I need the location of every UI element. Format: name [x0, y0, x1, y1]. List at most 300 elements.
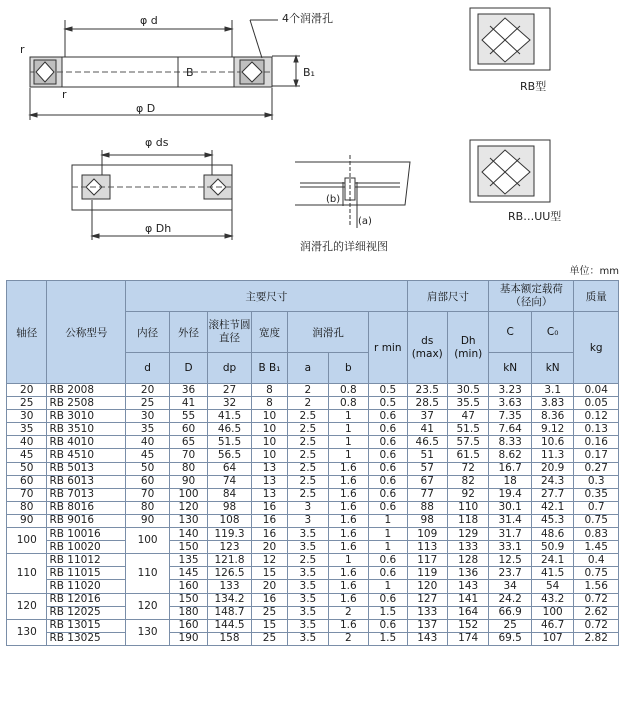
- cell-Dh: 61.5: [447, 449, 488, 462]
- cell-b: 1.6: [328, 514, 368, 527]
- cell-shaft: 20: [7, 384, 47, 397]
- cell-r: 0.6: [369, 449, 407, 462]
- header-C0: C₀: [531, 312, 573, 353]
- cell-dp: 74: [208, 475, 251, 488]
- cell-dp: 64: [208, 462, 251, 475]
- cell-ds: 137: [407, 619, 447, 632]
- cell-b: 1.6: [328, 501, 368, 514]
- cell-b: 0.8: [328, 397, 368, 410]
- cell-r: 0.6: [369, 462, 407, 475]
- cell-model: RB 6013: [47, 475, 126, 488]
- cell-Dh: 92: [447, 488, 488, 501]
- label-B: B: [186, 66, 194, 79]
- label-r-bottom: r: [62, 88, 67, 101]
- cell-ds: 41: [407, 423, 447, 436]
- cell-shaft: 80: [7, 501, 47, 514]
- cell-shaft: 70: [7, 488, 47, 501]
- table-row: [7, 462, 619, 475]
- cell-D: 135: [169, 554, 207, 567]
- cell-inner-dia: 100: [126, 528, 169, 554]
- cell-a: 3.5: [288, 606, 328, 619]
- table-row: [7, 580, 619, 593]
- cell-D: 90: [169, 475, 207, 488]
- cell-dp: 46.5: [208, 423, 251, 436]
- cell-a: 2: [288, 397, 328, 410]
- table-row: [7, 436, 619, 449]
- cell-C0: 107: [531, 632, 573, 645]
- label-b: (b): [326, 194, 341, 205]
- label-phi-D: φ D: [136, 102, 156, 115]
- header-unit-kN2: kN: [531, 353, 573, 384]
- cell-inner-dia: 30: [126, 410, 169, 423]
- rbuu-caption: RB…UU型: [508, 210, 562, 223]
- header-mass: 质量: [574, 281, 619, 312]
- cell-ds: 28.5: [407, 397, 447, 410]
- cell-B: 25: [251, 606, 287, 619]
- header-ds: ds (max): [407, 312, 447, 384]
- cell-C: 30.1: [489, 501, 531, 514]
- table-row: [7, 410, 619, 423]
- cell-shaft: 25: [7, 397, 47, 410]
- cell-r: 1: [369, 514, 407, 527]
- cell-model: RB 12025: [47, 606, 126, 619]
- detail-caption: 润滑孔的详细视图: [300, 240, 388, 253]
- cell-C: 66.9: [489, 606, 531, 619]
- cell-shaft: 40: [7, 436, 47, 449]
- cell-a: 2.5: [288, 462, 328, 475]
- cell-dp: 133: [208, 580, 251, 593]
- main-section-drawing: [30, 20, 300, 120]
- cell-D: 41: [169, 397, 207, 410]
- cell-b: 1.6: [328, 488, 368, 501]
- cell-Dh: 118: [447, 514, 488, 527]
- table-row: [7, 632, 619, 645]
- cell-b: 1.6: [328, 593, 368, 606]
- cell-dp: 108: [208, 514, 251, 527]
- cell-kg: 1.45: [574, 541, 619, 554]
- cell-C0: 54: [531, 580, 573, 593]
- table-row: [7, 567, 619, 580]
- cell-Dh: 129: [447, 528, 488, 541]
- cell-B: 16: [251, 528, 287, 541]
- cell-C: 16.7: [489, 462, 531, 475]
- cell-inner-dia: 45: [126, 449, 169, 462]
- cell-dp: 84: [208, 488, 251, 501]
- cell-model: RB 5013: [47, 462, 126, 475]
- header-sym-BB1: B B₁: [251, 353, 287, 384]
- label-phi-ds: φ ds: [145, 136, 169, 149]
- table-row: [7, 423, 619, 436]
- table-row: [7, 384, 619, 397]
- cell-b: 1.6: [328, 567, 368, 580]
- cell-b: 1.6: [328, 580, 368, 593]
- lube-hole-detail-drawing: [295, 155, 410, 228]
- cell-b: 1: [328, 436, 368, 449]
- cell-shaft: 45: [7, 449, 47, 462]
- header-sym-b: b: [328, 353, 368, 384]
- cell-B: 25: [251, 632, 287, 645]
- cell-kg: 0.13: [574, 423, 619, 436]
- label-r-top: r: [20, 43, 25, 56]
- cell-model: RB 12016: [47, 593, 126, 606]
- cell-ds: 127: [407, 593, 447, 606]
- table-row: [7, 514, 619, 527]
- header-sym-D: D: [169, 353, 207, 384]
- table-row: [7, 593, 619, 606]
- cell-D: 120: [169, 501, 207, 514]
- cell-kg: 0.75: [574, 567, 619, 580]
- cell-a: 3.5: [288, 541, 328, 554]
- cell-shaft: 90: [7, 514, 47, 527]
- cell-a: 3.5: [288, 632, 328, 645]
- cell-model: RB 11020: [47, 580, 126, 593]
- header-model: 公称型号: [47, 281, 126, 384]
- cell-b: 1.6: [328, 541, 368, 554]
- cell-Dh: 164: [447, 606, 488, 619]
- cell-dp: 41.5: [208, 410, 251, 423]
- cell-inner-dia: 60: [126, 475, 169, 488]
- rb-specs-table: [6, 280, 619, 646]
- cell-a: 3.5: [288, 580, 328, 593]
- cell-a: 2.5: [288, 475, 328, 488]
- cell-a: 3: [288, 501, 328, 514]
- table-row: [7, 475, 619, 488]
- cell-shaft: 100: [7, 528, 47, 554]
- cell-Dh: 82: [447, 475, 488, 488]
- cell-kg: 0.05: [574, 397, 619, 410]
- cell-C: 12.5: [489, 554, 531, 567]
- cell-ds: 88: [407, 501, 447, 514]
- cell-Dh: 133: [447, 541, 488, 554]
- cell-C: 8.62: [489, 449, 531, 462]
- cell-C: 24.2: [489, 593, 531, 606]
- cell-C0: 9.12: [531, 423, 573, 436]
- header-sym-dp: dp: [208, 353, 251, 384]
- label-B1: B₁: [303, 66, 315, 79]
- cell-ds: 51: [407, 449, 447, 462]
- cell-C0: 42.1: [531, 501, 573, 514]
- cell-dp: 126.5: [208, 567, 251, 580]
- cell-C0: 24.3: [531, 475, 573, 488]
- cell-inner-dia: 70: [126, 488, 169, 501]
- cell-r: 0.6: [369, 593, 407, 606]
- cell-a: 2.5: [288, 410, 328, 423]
- cell-dp: 123: [208, 541, 251, 554]
- table-row: [7, 501, 619, 514]
- cell-model: RB 4010: [47, 436, 126, 449]
- cell-a: 2.5: [288, 449, 328, 462]
- cell-r: 0.5: [369, 384, 407, 397]
- cell-kg: 0.35: [574, 488, 619, 501]
- cell-a: 2: [288, 384, 328, 397]
- cell-B: 16: [251, 593, 287, 606]
- cell-inner-dia: 35: [126, 423, 169, 436]
- cell-D: 55: [169, 410, 207, 423]
- header-roller-pitch: 滚柱节圆直径: [208, 312, 251, 353]
- cell-Dh: 30.5: [447, 384, 488, 397]
- cell-D: 150: [169, 593, 207, 606]
- cell-b: 1: [328, 410, 368, 423]
- label-phi-Dh: φ Dh: [145, 222, 172, 235]
- cell-a: 3.5: [288, 567, 328, 580]
- cell-kg: 0.4: [574, 554, 619, 567]
- cell-inner-dia: 80: [126, 501, 169, 514]
- cell-B: 13: [251, 488, 287, 501]
- header-outer: 外径: [169, 312, 207, 353]
- cell-C0: 3.83: [531, 397, 573, 410]
- cell-kg: 0.83: [574, 528, 619, 541]
- cell-kg: 2.82: [574, 632, 619, 645]
- header-C: C: [489, 312, 531, 353]
- cell-Dh: 143: [447, 580, 488, 593]
- cell-D: 140: [169, 528, 207, 541]
- label-phi-d: φ d: [140, 14, 158, 27]
- cell-C: 3.63: [489, 397, 531, 410]
- cell-inner-dia: 130: [126, 619, 169, 645]
- cell-Dh: 136: [447, 567, 488, 580]
- cell-Dh: 141: [447, 593, 488, 606]
- cell-inner-dia: 120: [126, 593, 169, 619]
- label-lube-holes: 4个润滑孔: [282, 12, 333, 25]
- cell-B: 13: [251, 462, 287, 475]
- cell-shaft: 110: [7, 554, 47, 593]
- cell-B: 15: [251, 567, 287, 580]
- cell-a: 3.5: [288, 528, 328, 541]
- cell-dp: 121.8: [208, 554, 251, 567]
- cell-C0: 43.2: [531, 593, 573, 606]
- cell-dp: 158: [208, 632, 251, 645]
- cell-a: 2.5: [288, 423, 328, 436]
- cell-B: 13: [251, 475, 287, 488]
- table-row: [7, 554, 619, 567]
- header-width: 宽度: [251, 312, 287, 353]
- cell-C: 8.33: [489, 436, 531, 449]
- cell-shaft: 120: [7, 593, 47, 619]
- cell-D: 100: [169, 488, 207, 501]
- cell-D: 130: [169, 514, 207, 527]
- cell-B: 15: [251, 619, 287, 632]
- cell-Dh: 174: [447, 632, 488, 645]
- cell-ds: 113: [407, 541, 447, 554]
- cell-dp: 51.5: [208, 436, 251, 449]
- cell-C0: 100: [531, 606, 573, 619]
- cell-model: RB 13015: [47, 619, 126, 632]
- cell-B: 20: [251, 541, 287, 554]
- table-row: [7, 541, 619, 554]
- cell-r: 1: [369, 528, 407, 541]
- cell-Dh: 47: [447, 410, 488, 423]
- cell-ds: 143: [407, 632, 447, 645]
- cell-model: RB 11015: [47, 567, 126, 580]
- table-body: [7, 384, 619, 646]
- cell-B: 10: [251, 410, 287, 423]
- cell-b: 1.6: [328, 528, 368, 541]
- cell-dp: 27: [208, 384, 251, 397]
- cell-b: 1: [328, 423, 368, 436]
- cell-kg: 0.3: [574, 475, 619, 488]
- cell-inner-dia: 25: [126, 397, 169, 410]
- cell-B: 10: [251, 449, 287, 462]
- header-main-dims: 主要尺寸: [126, 281, 407, 312]
- cell-model: RB 2508: [47, 397, 126, 410]
- cell-model: RB 10016: [47, 528, 126, 541]
- cell-D: 80: [169, 462, 207, 475]
- cell-shaft: 60: [7, 475, 47, 488]
- cell-r: 0.6: [369, 475, 407, 488]
- cell-dp: 119.3: [208, 528, 251, 541]
- cell-b: 1.6: [328, 619, 368, 632]
- cell-D: 36: [169, 384, 207, 397]
- table-row: [7, 397, 619, 410]
- cell-a: 2.5: [288, 436, 328, 449]
- cell-shaft: 35: [7, 423, 47, 436]
- cell-b: 1: [328, 449, 368, 462]
- cell-Dh: 57.5: [447, 436, 488, 449]
- cell-C: 34: [489, 580, 531, 593]
- cell-ds: 117: [407, 554, 447, 567]
- cell-a: 2.5: [288, 554, 328, 567]
- cell-r: 0.6: [369, 488, 407, 501]
- cell-C: 19.4: [489, 488, 531, 501]
- cell-D: 180: [169, 606, 207, 619]
- cell-D: 160: [169, 580, 207, 593]
- cell-C0: 3.1: [531, 384, 573, 397]
- cell-Dh: 152: [447, 619, 488, 632]
- cell-C0: 50.9: [531, 541, 573, 554]
- cell-kg: 0.16: [574, 436, 619, 449]
- cell-b: 1.6: [328, 462, 368, 475]
- cell-r: 0.6: [369, 501, 407, 514]
- cell-D: 70: [169, 449, 207, 462]
- cell-r: 0.6: [369, 619, 407, 632]
- header-unit-kN: kN: [489, 353, 531, 384]
- cell-ds: 120: [407, 580, 447, 593]
- cell-Dh: 51.5: [447, 423, 488, 436]
- cell-inner-dia: 110: [126, 554, 169, 593]
- cell-kg: 0.27: [574, 462, 619, 475]
- cell-a: 3: [288, 514, 328, 527]
- cell-ds: 57: [407, 462, 447, 475]
- cell-shaft: 30: [7, 410, 47, 423]
- cell-C: 7.35: [489, 410, 531, 423]
- cell-dp: 56.5: [208, 449, 251, 462]
- cell-model: RB 2008: [47, 384, 126, 397]
- cell-C: 23.7: [489, 567, 531, 580]
- header-Dh: Dh (min): [447, 312, 488, 384]
- cell-model: RB 9016: [47, 514, 126, 527]
- cell-inner-dia: 40: [126, 436, 169, 449]
- cell-ds: 67: [407, 475, 447, 488]
- cell-C0: 46.7: [531, 619, 573, 632]
- cell-dp: 32: [208, 397, 251, 410]
- cell-C0: 24.1: [531, 554, 573, 567]
- cell-B: 8: [251, 384, 287, 397]
- label-a: (a): [358, 216, 372, 227]
- cell-B: 20: [251, 580, 287, 593]
- table-row: [7, 528, 619, 541]
- table-row: [7, 606, 619, 619]
- cell-C: 69.5: [489, 632, 531, 645]
- cell-b: 2: [328, 606, 368, 619]
- rb-type-drawing: [470, 8, 550, 70]
- header-basic-load: 基本额定载荷（径向）: [489, 281, 574, 312]
- cell-model: RB 4510: [47, 449, 126, 462]
- cell-dp: 144.5: [208, 619, 251, 632]
- cell-b: 1.6: [328, 475, 368, 488]
- cell-kg: 0.12: [574, 410, 619, 423]
- cell-dp: 148.7: [208, 606, 251, 619]
- cell-r: 0.6: [369, 554, 407, 567]
- cell-Dh: 72: [447, 462, 488, 475]
- cell-r: 1.5: [369, 606, 407, 619]
- cell-C: 31.4: [489, 514, 531, 527]
- cell-C0: 27.7: [531, 488, 573, 501]
- cell-C: 3.23: [489, 384, 531, 397]
- cell-Dh: 110: [447, 501, 488, 514]
- cell-D: 65: [169, 436, 207, 449]
- cell-model: RB 3010: [47, 410, 126, 423]
- cell-shaft: 50: [7, 462, 47, 475]
- cell-b: 1: [328, 554, 368, 567]
- cell-ds: 23.5: [407, 384, 447, 397]
- cell-C0: 10.6: [531, 436, 573, 449]
- bearing-drawings: [0, 0, 625, 258]
- cell-r: 0.6: [369, 410, 407, 423]
- cell-a: 2.5: [288, 488, 328, 501]
- cell-D: 160: [169, 619, 207, 632]
- header-inner: 内径: [126, 312, 169, 353]
- table-row: [7, 449, 619, 462]
- cell-kg: 0.7: [574, 501, 619, 514]
- cell-inner-dia: 50: [126, 462, 169, 475]
- cell-kg: 0.17: [574, 449, 619, 462]
- cell-B: 10: [251, 423, 287, 436]
- cell-Dh: 128: [447, 554, 488, 567]
- cell-r: 0.6: [369, 423, 407, 436]
- cell-kg: 0.04: [574, 384, 619, 397]
- cell-dp: 134.2: [208, 593, 251, 606]
- cell-r: 0.5: [369, 397, 407, 410]
- cell-a: 3.5: [288, 619, 328, 632]
- cell-C: 33.1: [489, 541, 531, 554]
- cell-C: 18: [489, 475, 531, 488]
- rbuu-type-drawing: [470, 140, 550, 202]
- cell-r: 0.6: [369, 567, 407, 580]
- cell-kg: 2.62: [574, 606, 619, 619]
- header-rmin: r min: [369, 312, 407, 384]
- table-row: [7, 619, 619, 632]
- rb-caption: RB型: [520, 80, 547, 93]
- cell-ds: 46.5: [407, 436, 447, 449]
- cell-D: 150: [169, 541, 207, 554]
- cell-C: 7.64: [489, 423, 531, 436]
- cell-model: RB 8016: [47, 501, 126, 514]
- header-kg: kg: [574, 312, 619, 384]
- cell-model: RB 11012: [47, 554, 126, 567]
- cell-inner-dia: 20: [126, 384, 169, 397]
- cell-B: 8: [251, 397, 287, 410]
- cell-dp: 98: [208, 501, 251, 514]
- cell-shaft: 130: [7, 619, 47, 645]
- unit-label: 单位：mm: [569, 266, 619, 277]
- cell-ds: 109: [407, 528, 447, 541]
- cell-model: RB 10020: [47, 541, 126, 554]
- cell-C: 25: [489, 619, 531, 632]
- cell-model: RB 13025: [47, 632, 126, 645]
- cell-C0: 48.6: [531, 528, 573, 541]
- cell-B: 16: [251, 514, 287, 527]
- cell-inner-dia: 90: [126, 514, 169, 527]
